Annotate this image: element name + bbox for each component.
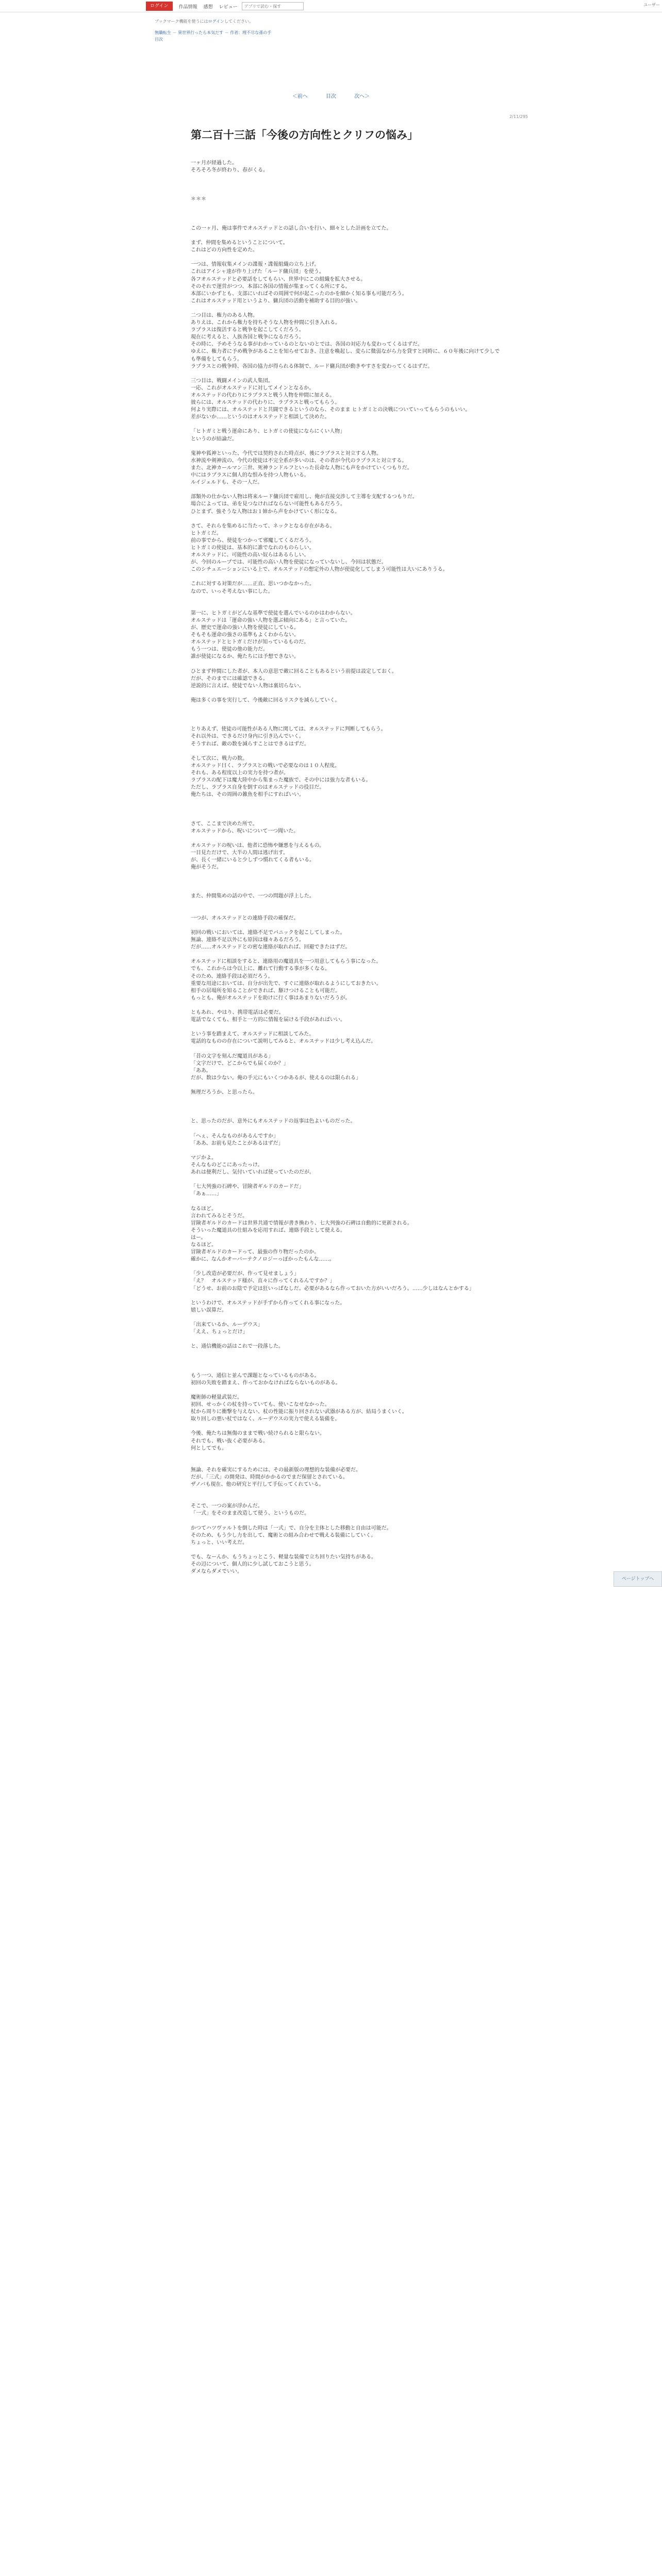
body-line: 場合によっては、弟を見つなければならない可能性もあるだろう。: [191, 501, 345, 507]
body-line: これはアイシャ達が作り上げた「ルード傭兵団」を使う。: [191, 269, 324, 275]
body-line: 言われてみるとそうだ。: [191, 1213, 247, 1219]
body-line: オルステッドの代わりにラプラスと戦う人物を仲間に加える。: [191, 393, 335, 398]
body-line: [191, 516, 500, 523]
body-line: オルステッドに相談をすると、連絡用の魔道具を一つ用意してもらう事になった。: [191, 959, 382, 965]
body-line: [191, 1125, 500, 1132]
body-line: [191, 660, 500, 668]
body-line: [191, 486, 500, 494]
body-line: [191, 596, 500, 603]
body-line: でも、これからは今以上に、離れて行動する事が多くなる。: [191, 966, 330, 972]
body-line: そのため、連絡手段は必須だろう。: [191, 973, 273, 979]
body-line: なるほど。: [191, 1206, 217, 1212]
body-line: もう一つは、使徒の他の能力だ。: [191, 647, 268, 653]
body-line: [191, 421, 500, 428]
body-line: [191, 305, 500, 312]
body-line: 逆説的に言えば、使徒でない人物は裏切らない。: [191, 683, 304, 689]
body-line: [191, 748, 500, 755]
top-nav: [146, 0, 304, 12]
body-line: [191, 1460, 500, 1467]
body-line: 魔術師の軽量武装だ。: [191, 1394, 242, 1400]
body-line: [191, 1314, 500, 1321]
body-line: そういった魔道具の仕組みを応用すれば、連絡手段として使える。: [191, 1227, 345, 1233]
body-line: [191, 1293, 500, 1300]
body-line: オルステッド曰く、ラプラスとの戦いで必要なのは１０人程度。: [191, 762, 340, 769]
body-line: 「え？ オルステッド様が、直々に作ってくれるんですか？」: [191, 1278, 335, 1284]
body-line: このシチュエーションにいる上で、オルステッドの想定外の人物が使徒化してしまう可能性は大いにありうる。: [191, 567, 448, 573]
body-line: 各フオルステッドと必要話をしてもらい、世界中にこの組織を拡大させる。: [191, 276, 366, 282]
body-line: これに対する対策だが……正直、思いつかなかった。: [191, 581, 315, 587]
body-line: 「出来ているか、ルーデウス」: [191, 1322, 263, 1328]
body-line: と、思ったのだが、意外にもオルステッドの返事は色よいものだった。: [191, 1118, 356, 1125]
body-line: と、通信機能の話はこれで一段落した。: [191, 1344, 284, 1350]
body-line: 「少し改造が必要だが、作って見せましょう」: [191, 1271, 299, 1277]
body-line: ひとまず仲間にした者が、本人の意思で敵に回ることもあるという前提は設定しておく。: [191, 668, 397, 674]
nav-impressions[interactable]: 感想: [203, 4, 213, 10]
body-line: かつてハツヴァルトを倒した時は「一式」で、自分を主体とした移動と自由は可能だ。: [191, 1525, 392, 1531]
body-line: 三つ目は、戦闘メインの武人集団。: [191, 378, 273, 384]
body-line: ルイジェルドも、その一人だ。: [191, 480, 263, 486]
body-line: [191, 1350, 500, 1358]
body-line: 冒険者ギルドのカードは世界共通で情報が書き換わり、七大列強の石碑は自動的に更新される。: [191, 1220, 412, 1226]
chapter-number: 2/11/295: [509, 114, 528, 119]
body-line: [191, 1423, 500, 1430]
body-line: そのそれで運営がつつ、本部に各国の情報が集まってくる所にする。: [191, 283, 351, 290]
nav-work-info[interactable]: 作品情報: [178, 4, 197, 10]
body-line: なるほど。: [191, 1242, 217, 1248]
body-line: [191, 1176, 500, 1183]
body-line: 一つが、オルステッドとの連絡手段の確保だ。: [191, 915, 299, 921]
body-line: これはオルステッド用というより、傭兵団の活動を補助する目的が強い。: [191, 298, 361, 304]
body-line: そして次に、戦力の数。: [191, 755, 247, 761]
body-line: 一目見ただけで、大半の人間は逃げ出す。: [191, 850, 288, 856]
body-line: オルステッドは「運命の強い人物を選ぶ傾向にある」と言っていた。: [191, 617, 351, 623]
body-line: [191, 1358, 500, 1365]
body-line: ヒトガミの使徒は、基本的に誰でなれのものらしい。: [191, 545, 315, 551]
body-line: 「ああ。: [191, 1067, 211, 1074]
body-line: [191, 871, 500, 878]
body-line: だが、数は少ない。俺の手元にもいくつかあるが、使えるのは限られる」: [191, 1075, 361, 1081]
body-line: それでも、戦い抜く必要がある。: [191, 1438, 268, 1444]
body-line: [191, 908, 500, 915]
body-line: だが、そのまでには確認できる。: [191, 675, 268, 682]
body-line: 第一に、ヒトガミがどんな基準で使徒を選んでいるのかはわからない。: [191, 610, 356, 616]
body-line: [191, 806, 500, 813]
body-line: 電話的なものの存在について説明してみると、オルステッドは少し考え込んだ。: [191, 1039, 376, 1045]
body-line: [191, 1336, 500, 1343]
body-line: という事を踏まえて、オルステッドに相談してみた。: [191, 1031, 315, 1038]
body-line: 中にはラプラスに個人的な恨みを持つ人物もいる。: [191, 472, 309, 479]
body-line: 取り回しの悪い杖ではなく、ルーデウスの実力で使える装備を。: [191, 1416, 340, 1422]
body-line: 「どうせ、お前のお陰で予定は狂いっぱなしだ。必要があるなら作っておいた方がいいだろう。……少しはなんとかする」: [191, 1285, 474, 1292]
body-line: ラプラスとの戦争時、各国の協力が得られる体制で、ルード傭兵団が動きやすさを変わってくるはずだ。: [191, 363, 433, 369]
body-line: マジかよ。: [191, 1155, 217, 1161]
body-line: オルステッドから、呪いについて一つ聞いた。: [191, 828, 299, 834]
body-line: [191, 1002, 500, 1009]
account-link[interactable]: ユーザー: [643, 3, 660, 7]
body-line: それ以外は、できるだけ身内に引き込んでいく。: [191, 734, 304, 740]
body-line: そろそろ冬が終わり、春がくる。: [191, 167, 268, 174]
body-line: 前の事でから、使徒をつかって邪魔してくるだろう。: [191, 537, 315, 544]
notice-suffix: してください。: [224, 19, 254, 24]
body-line: 「へぇ、そんなものがあるんですか」: [191, 1133, 278, 1139]
body-line: 初回の失敗を踏まえ、作っておかなければならないものがある。: [191, 1380, 341, 1386]
body-line: 初回、せっかくの杖を持っていても、使いこなせなかった。: [191, 1402, 330, 1408]
login-button[interactable]: ログイン: [146, 2, 173, 11]
toc-pager-link[interactable]: 目次: [326, 94, 336, 99]
body-line: 何より実際には、オルステッドと共闘できるというのなら、そのまま ヒトガミとの決戦についていってもらうのもいい。: [191, 407, 471, 413]
body-line: 今後、俺たちは無傷のままで戦い続けられると限らない。: [191, 1431, 325, 1437]
novel-series-author[interactable]: 無職転生 － 異世界行ったら本気だす － 作者：理不尽な孫の手: [155, 30, 272, 35]
body-line: 確かに、なんかオーバーテクノロジーっぽかったもんな……。: [191, 1257, 335, 1263]
body-line: 部類外の仕かない人物は将来ルード傭兵団で雇用し、俺が直接交渉して主導を支配するつもりだ。: [191, 494, 418, 500]
search-input[interactable]: [242, 2, 304, 10]
body-line: [191, 1104, 500, 1111]
body-line: [191, 370, 500, 378]
body-line: [191, 951, 500, 958]
body-line: 「昔の文字を刻んだ魔道具がある」: [191, 1053, 273, 1059]
body-line: [191, 189, 500, 196]
body-line: [191, 719, 500, 726]
body-line: [191, 1263, 500, 1270]
body-line: そのため、もう少し力を出して、魔術との組み合わせで戦える装備にしていく。: [191, 1532, 376, 1538]
body-line: あれは便利だし、気付いていれば使っていたのだが。: [191, 1170, 315, 1176]
notice-login-link[interactable]: ログイン: [208, 19, 225, 24]
body-line: それも、ある程度以上の実力を持つ者が。: [191, 770, 289, 776]
body-line: でも、なーんか、もうちょっとこう、軽量な装備で立ち回りたい気持ちがある。: [191, 1554, 376, 1560]
body-line: もっとも、俺がオルステッドを助けに行く事はあまりないだろうが。: [191, 995, 351, 1001]
body-line: ゆえに、権力者に予め戦争があることを知らせておき、注意を喚起し、変らに微弱ながら力を貸すと同時に、６０年後に向けて少しでも準備をしてもらう。: [191, 349, 500, 362]
body-line: その時に、予めそうなる事がわかっているのとないのとでは、各国の対応力も変わってくるはずだ。: [191, 342, 423, 348]
body-line: もう一つ、通信と並んで課題となっているものがある。: [191, 1372, 320, 1379]
chapter-body: [191, 160, 500, 1575]
body-line: 「ああ、お前も見たことがあるはずだ」: [191, 1140, 284, 1146]
body-line: 無論、それを確実にするためには、その最新版の理想的な装備が必要だ。: [191, 1467, 361, 1473]
body-line: 差がないか……というのはオルステッドと相談して決めた。: [191, 414, 330, 420]
body-line: [191, 181, 500, 189]
body-line: [191, 1045, 500, 1053]
body-line: [191, 704, 500, 711]
body-line: 一つは、情報収集メインの諜報・諜報組織の立ち上げ。: [191, 262, 320, 268]
body-line: 一ヶ月が経過した。: [191, 160, 237, 166]
body-line: 現在に考えると、人族各国と戦争になるだろう。: [191, 334, 304, 341]
body-line: [191, 211, 500, 218]
body-line: その辺について、個人的に少し試しておこうと思う。: [191, 1562, 315, 1568]
body-line: [191, 573, 500, 581]
body-line: 何としてでも。: [191, 1445, 227, 1451]
body-line: 電話でなくても、相手と一方的に情報を届ける手段があればいい。: [191, 1017, 345, 1023]
body-line: ちょっと、いい考えだ。: [191, 1539, 247, 1546]
body-line: [191, 1547, 500, 1554]
body-line: [191, 1518, 500, 1525]
chapter-pager: [0, 92, 662, 99]
body-line: さて、ここまで決めた所で。: [191, 821, 258, 827]
body-line: [191, 204, 500, 211]
body-line: 相手の居場所を知ることができれば、駆けつけることも可能だ。: [191, 988, 340, 994]
body-line: まず、仲間を集めるということについて。: [191, 240, 288, 246]
body-line: が、長く一緒にいると少しずつ慣れてくる者もいる。: [191, 857, 315, 863]
body-line: オルステッドとヒトガミだけが知っているものだ。: [191, 639, 309, 646]
body-line: [191, 218, 500, 225]
body-line: 重要な用途においては、自分が出先で、すぐに連絡が取れるようにしておきたい。: [191, 980, 382, 987]
body-line: 嬉しい誤算だ。: [191, 1307, 227, 1313]
body-line: 本部にいかずとも、支部にいればその周囲で何が起こったのかを細かく知る事も可能だろう。: [191, 291, 407, 297]
body-line: さて、それらを集めるに当たって、ネックとなる存在がある。: [191, 523, 335, 529]
notice-prefix: ブックマーク機能を使うには: [155, 19, 208, 24]
chapter-title: 第二百十三話「今後の方向性とクリフの悩み」: [191, 129, 418, 141]
body-line: 杖から周りに衝撃を与えない、杖の性能に振り回されない武器がある方が、結局うまくいく。: [191, 1409, 407, 1415]
nav-reviews[interactable]: レビュー: [219, 4, 238, 10]
body-line: [191, 901, 500, 908]
toc-link[interactable]: 目次: [155, 37, 163, 42]
body-line: また、仲間集めの話の中で、一つの問題が浮上した。: [191, 893, 315, 900]
body-line: が、歴史で運命の強い人物を使徒にしている。: [191, 625, 299, 631]
body-line: そもそも運命の強さの基準もよくわからない。: [191, 632, 299, 638]
body-line: ありえは、これから権力を持ちそうな人物を仲間に引き入れる。: [191, 320, 340, 326]
body-line: [191, 690, 500, 697]
body-line: [191, 711, 500, 719]
body-line: この一ヶ月、俺は事件でオルステッドとの話し合いを行い、細々とした計画を立てた。: [191, 225, 392, 231]
prev-chapter-link[interactable]: ＜前へ: [292, 94, 308, 99]
body-line: [191, 1082, 500, 1089]
body-line: 一応、これがオルステッドに対してメインとなるか。: [191, 385, 315, 391]
body-line: 水神流や剣神流の、今代の使徒は不完全系が多いのは、その者が今代のラプラスと対立する。: [191, 457, 407, 464]
body-line: とりあえず、使徒の可能性がある人物に関しては、オルステッドに判断してもらう。: [191, 726, 386, 733]
body-line: 俺たちは、その周囲の雑魚を相手にすればいい。: [191, 792, 304, 798]
body-line: 「文字だけで、どこからでも届くのか？」: [191, 1060, 289, 1066]
body-line: 俺がそうだ。: [191, 865, 222, 871]
body-line: [191, 254, 500, 261]
body-line: [191, 1488, 500, 1496]
body-line: 二つ目は、権力のある人物。: [191, 312, 258, 318]
body-line: [191, 603, 500, 610]
body-line: オルステッドに、可能性の高い奴らはあるらしい。: [191, 552, 309, 558]
body-line: [191, 443, 500, 450]
body-line: 冒険者ギルドのカードって、最強の作り物だったのか。: [191, 1249, 320, 1256]
body-line: ひとまず、強そうな人物はお１姉から声をかけていく形になる。: [191, 509, 340, 515]
body-line: そんなものどこにあったっけ。: [191, 1162, 263, 1168]
body-line: 無論、連絡不足以外にも原因は様々あるだろう。: [191, 937, 304, 943]
body-line: 誰が使徒になるか、俺たちには予想できない。: [191, 654, 299, 660]
body-line: オルステッドの呪いは、他者に恐怖や嫌悪を与えるもの。: [191, 842, 325, 849]
body-line: 「あぁ……」: [191, 1191, 222, 1197]
body-line: 「ヒトガミと戦う運命にあり、ヒトガミの使徒にならにくい人物」: [191, 429, 345, 435]
body-line: が、今回のループでは、可能性の高い人物を使徒になっていないし、今回は状態だ。: [191, 560, 387, 566]
body-line: というわけで、オルステッドが手ずから作ってくれる事になった。: [191, 1300, 345, 1306]
body-line: [191, 1111, 500, 1118]
body-line: [191, 922, 500, 929]
body-line: ＊＊＊: [191, 196, 206, 202]
body-line: [191, 174, 500, 181]
body-line: だが……オルステッドとの密な連絡が取れれば、回避できたはずだ。: [191, 944, 351, 951]
body-line: [191, 1496, 500, 1503]
body-line: ともあれ、やはり、携帯電話は必要だ。: [191, 1009, 284, 1015]
body-line: 彼らには、オルステッドの代わりに、ラプラスと戦ってもらう。: [191, 400, 340, 406]
body-line: これはどの方向性を定めた。: [191, 247, 258, 253]
body-line: 初回の戦いにおいては、連絡不足でパニックを起こしてしまった。: [191, 929, 345, 936]
body-line: [191, 1452, 500, 1460]
body-line: そうすれば、敵の数を減らすことはできるはずだ。: [191, 741, 309, 747]
body-line: [191, 1147, 500, 1155]
body-line: はー。: [191, 1234, 206, 1241]
top-bar: [0, 0, 662, 12]
body-line: 「七大列強の石碑や、冒険者ギルドのカードだ」: [191, 1184, 304, 1190]
body-line: 「一式」をそのまま改造して使う、というものだ。: [191, 1511, 309, 1517]
body-line: ダメならダメでいい。: [191, 1569, 242, 1575]
body-line: ただし、ラプラス自身を倒すのはオルステッドの役目だ。: [191, 785, 325, 791]
body-line: なので、いっそ考えない事にした。: [191, 588, 273, 595]
body-line: [191, 835, 500, 842]
body-line: [191, 813, 500, 820]
body-line: というのが結論だ。: [191, 436, 237, 442]
body-line: ラプラスは復活すると戦争を起こしてくだろう。: [191, 327, 304, 333]
body-line: [191, 232, 500, 240]
body-line: ザノバも現在、他の研究と平行して手伝ってくれている。: [191, 1482, 324, 1488]
body-line: ヒトガミだ。: [191, 530, 222, 536]
body-line: [191, 799, 500, 806]
body-line: 鬼神や狐神といった、今代では契約された時点が、後にラプラスと対立する人物。: [191, 450, 382, 456]
body-line: [191, 1096, 500, 1104]
body-line: 俺は多くの事を実行して、今後敵に回るリスクを減らしていく。: [191, 697, 340, 703]
body-line: [191, 886, 500, 893]
next-chapter-link[interactable]: 次へ＞: [354, 94, 370, 99]
body-line: そこで、一つの案が浮かんだ。: [191, 1503, 263, 1510]
body-line: だが、「三式」の開発は、時間がかかるのでまだ保留とされている。: [191, 1474, 348, 1480]
body-line: ラプラスの配下は魔大陸中から集まった魔族で、その中には強力な者もいる。: [191, 777, 371, 783]
page-top-button[interactable]: ページトップへ: [614, 1571, 662, 1587]
body-line: [191, 1365, 500, 1372]
body-line: [191, 1198, 500, 1205]
body-line: 「ええ、ちょっとだけ」: [191, 1329, 248, 1335]
body-line: 無理だろうか、と思ったら。: [191, 1090, 258, 1095]
body-line: また、北神カールマン三世、死神ランドルフといった長命な人物にも声をかけていくつもりだ。: [191, 465, 412, 471]
bookmark-notice: [155, 19, 253, 24]
novel-meta: [155, 29, 505, 43]
body-line: [191, 1024, 500, 1031]
body-line: [191, 1387, 500, 1394]
body-line: [191, 878, 500, 886]
